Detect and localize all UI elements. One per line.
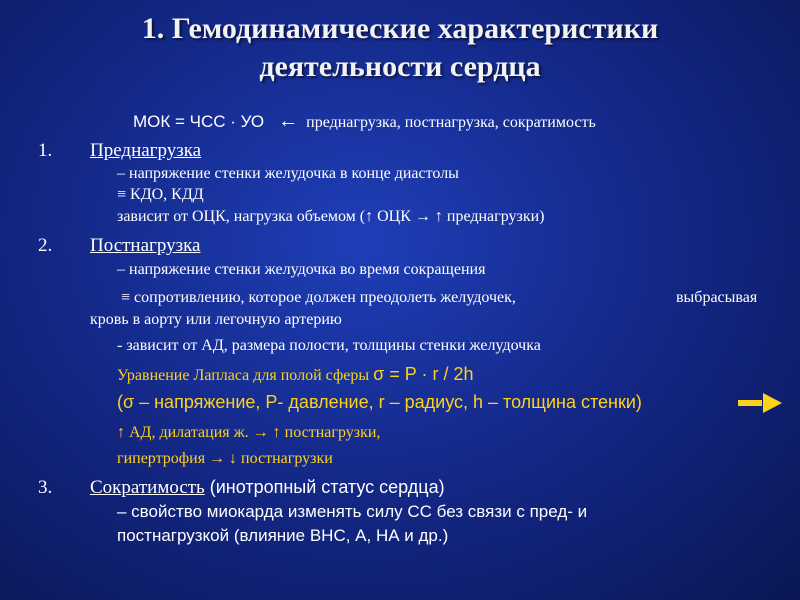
item-3-heading-line [90,477,445,499]
item-3-line-1: – свойство миокарда изменять силу СС без связи с пред- и [117,502,588,521]
laplace-label: Уравнение Лапласа для полой сферы [117,367,374,384]
item-1-line-1: – напряжение стенки желудочка в конце диастолы [117,165,459,182]
title-line-1: 1. Гемодинамические характеристики [141,12,659,45]
item-1-number: 1. [38,140,53,161]
item-3-heading-suffix: (инотропный статус сердца) [204,477,445,497]
item-1-line-2: ≡ КДО, КДД [117,186,204,203]
item-2-yellow-line-2: гипертрофия → ↓ постнагрузки [117,450,333,467]
laplace-legend: (σ – напряжение, P- давление, r – радиус, h – толщина стенки) [117,392,642,412]
mok-factors: преднагрузка, постнагрузка, сократимость [306,114,596,131]
item-2-line-2: ≡ сопротивлению, которое должен преодолеть желудочек, [121,289,516,306]
mok-formula [133,110,596,133]
right-arrow-icon [738,392,784,419]
item-3-heading: Сократимость [90,477,205,498]
item-2-line-4: - зависит от АД, размера полости, толщины стенки желудочка [117,337,541,354]
left-arrow-icon: ← [278,110,299,132]
item-2-yellow-line-1: ↑ АД, дилатация ж. → ↑ постнагрузки, [117,424,381,441]
item-3-line-2: постнагрузкой (влияние ВНС, А, НА и др.) [117,526,449,545]
laplace-legend-line [117,392,642,413]
slide-title [0,10,800,86]
item-1-line-3: зависит от ОЦК, нагрузка объемом (↑ ОЦК → ↑ преднагрузки) [117,208,545,225]
item-2-line-1: – напряжение стенки желудочка во время сокращения [117,261,486,278]
item-3-number: 3. [38,477,53,498]
item-2-heading: Постнагрузка [90,235,201,256]
laplace-equation [117,364,473,385]
title-line-2: деятельности сердца [259,50,541,83]
mok-equation: МОК = ЧСС · УО [133,112,265,131]
item-1-heading: Преднагрузка [90,140,202,161]
item-2-line-2b: выбрасывая [676,289,758,306]
item-2-line-3: кровь в аорту или легочную артерию [90,311,342,328]
item-2-number: 2. [38,235,53,256]
laplace-formula: σ = P · r / 2h [373,364,474,384]
